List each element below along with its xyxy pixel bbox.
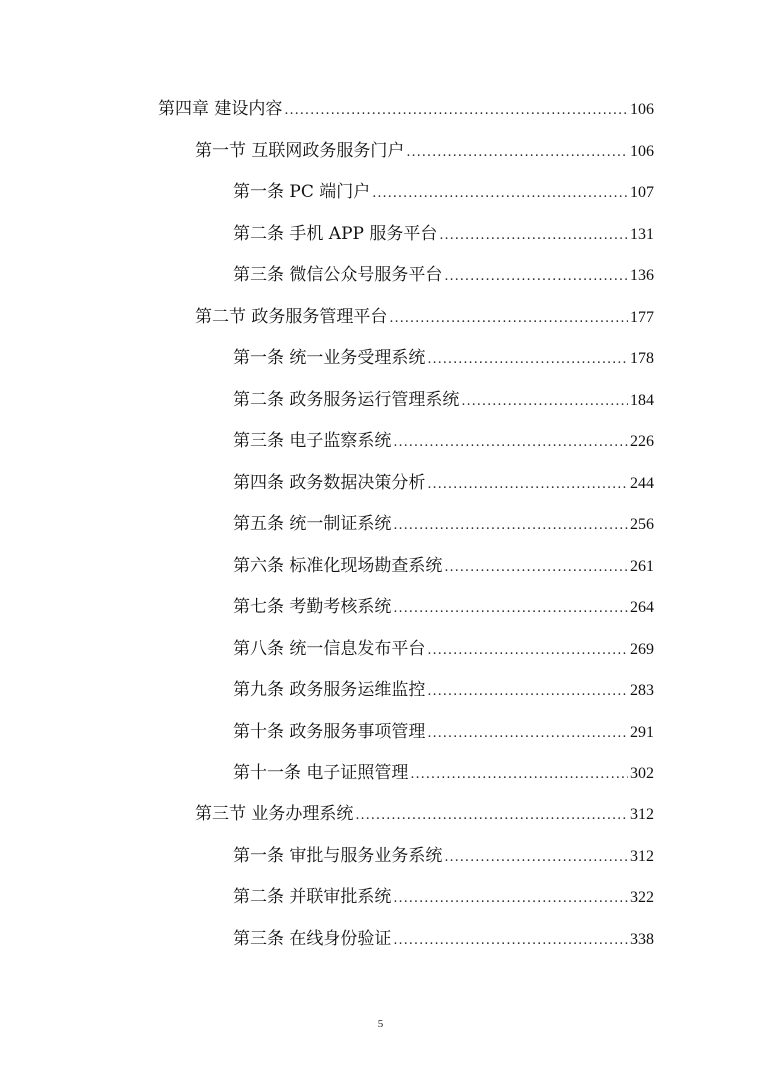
toc-entry-label: 第二节 政务服务管理平台 [195,307,388,327]
toc-entry-label: 第三条 电子监察系统 [233,431,392,451]
page-number: 5 [377,1018,384,1030]
toc-entry-label: 第三条 微信公众号服务平台 [233,265,443,285]
toc-entry-page: 256 [630,516,654,533]
toc-leader-dots [284,99,628,123]
toc-leader-dots [444,556,628,580]
toc-entry-label: 第一条 审批与服务业务系统 [233,846,443,866]
toc-entry-article[interactable] [233,927,654,951]
toc-entry-section-2[interactable] [195,305,654,329]
toc-entry-page: 136 [630,267,654,284]
toc-entry-article[interactable] [233,885,654,909]
toc-entry-label: 第六条 标准化现场勘查系统 [233,556,443,576]
toc-entry-page: 177 [630,309,654,326]
toc-entry-label: 第七条 考勤考核系统 [233,597,392,617]
toc-entry-article[interactable] [233,388,654,412]
toc-entry-article[interactable] [233,554,654,578]
toc-entry-label: 第二条 并联审批系统 [233,887,392,907]
toc-entry-article[interactable] [233,471,654,495]
toc-leader-dots [427,639,628,663]
toc-entry-article[interactable] [233,512,654,536]
toc-entry-label: 第四条 政务数据决策分析 [233,473,426,493]
toc-entry-page: 107 [630,184,654,201]
toc-entry-article[interactable] [233,429,654,453]
toc-entry-page: 312 [630,848,654,865]
toc-leader-dots [393,431,628,455]
toc-entry-label: 第一条 统一业务受理系统 [233,348,426,368]
toc-leader-dots [410,763,628,787]
toc-entry-chapter-4[interactable] [158,97,654,121]
toc-entry-label: 第一条 PC 端门户 [233,182,371,202]
toc-entry-article[interactable] [233,761,654,785]
toc-leader-dots [427,680,628,704]
toc-leader-dots [393,887,628,911]
toc-entry-label: 第十一条 电子证照管理 [233,763,409,783]
toc-entry-article[interactable] [233,678,654,702]
toc-entry-page: 106 [630,101,654,118]
toc-entry-article[interactable] [233,844,654,868]
toc-leader-dots [427,473,628,497]
toc-entry-page: 322 [630,889,654,906]
toc-entry-label: 第三节 业务办理系统 [195,804,354,824]
toc-entry-page: 302 [630,765,654,782]
toc-entry-page: 226 [630,433,654,450]
toc-entry-label: 第九条 政务服务运维监控 [233,680,426,700]
toc-leader-dots [393,514,628,538]
toc-entry-label: 第四章 建设内容 [158,99,283,119]
toc-entry-page: 178 [630,350,654,367]
toc-leader-dots [389,307,628,331]
toc-entry-label: 第二条 政务服务运行管理系统 [233,390,460,410]
toc-entry-label: 第二条 手机 APP 服务平台 [233,224,438,244]
toc-entry-page: 283 [630,682,654,699]
toc-entry-page: 184 [630,392,654,409]
toc-entry-page: 131 [630,226,654,243]
toc-entry-page: 106 [630,143,654,160]
toc-entry-page: 312 [630,806,654,823]
toc-entry-label: 第三条 在线身份验证 [233,929,392,949]
toc-entry-page: 264 [630,599,654,616]
toc-entry-article[interactable] [233,346,654,370]
toc-leader-dots [444,846,628,870]
toc-leader-dots [427,348,628,372]
toc-leader-dots [355,804,628,828]
toc-leader-dots [406,141,628,165]
toc-leader-dots [427,722,628,746]
toc-leader-dots [393,929,628,953]
toc-entry-label: 第五条 统一制证系统 [233,514,392,534]
toc-leader-dots [461,390,628,414]
toc-entry-label: 第八条 统一信息发布平台 [233,639,426,659]
toc-entry-page: 338 [630,931,654,948]
toc-entry-label: 第一节 互联网政务服务门户 [195,141,405,161]
toc-entry-label: 第十条 政务服务事项管理 [233,722,426,742]
toc-entry-section-3[interactable] [195,802,654,826]
toc-leader-dots [444,265,628,289]
toc-leader-dots [372,182,628,206]
toc-entry-article[interactable] [233,595,654,619]
toc-entry-article[interactable] [233,637,654,661]
toc-entry-article[interactable] [233,720,654,744]
toc-entry-article[interactable] [233,222,654,246]
toc-entry-page: 244 [630,475,654,492]
toc-leader-dots [439,224,628,248]
toc-entry-article[interactable] [233,180,654,204]
toc-entry-article[interactable] [233,263,654,287]
toc-leader-dots [393,597,628,621]
toc-entry-section-1[interactable] [195,139,654,163]
toc-entry-page: 291 [630,724,654,741]
toc-entry-page: 261 [630,558,654,575]
toc-entry-page: 269 [630,641,654,658]
